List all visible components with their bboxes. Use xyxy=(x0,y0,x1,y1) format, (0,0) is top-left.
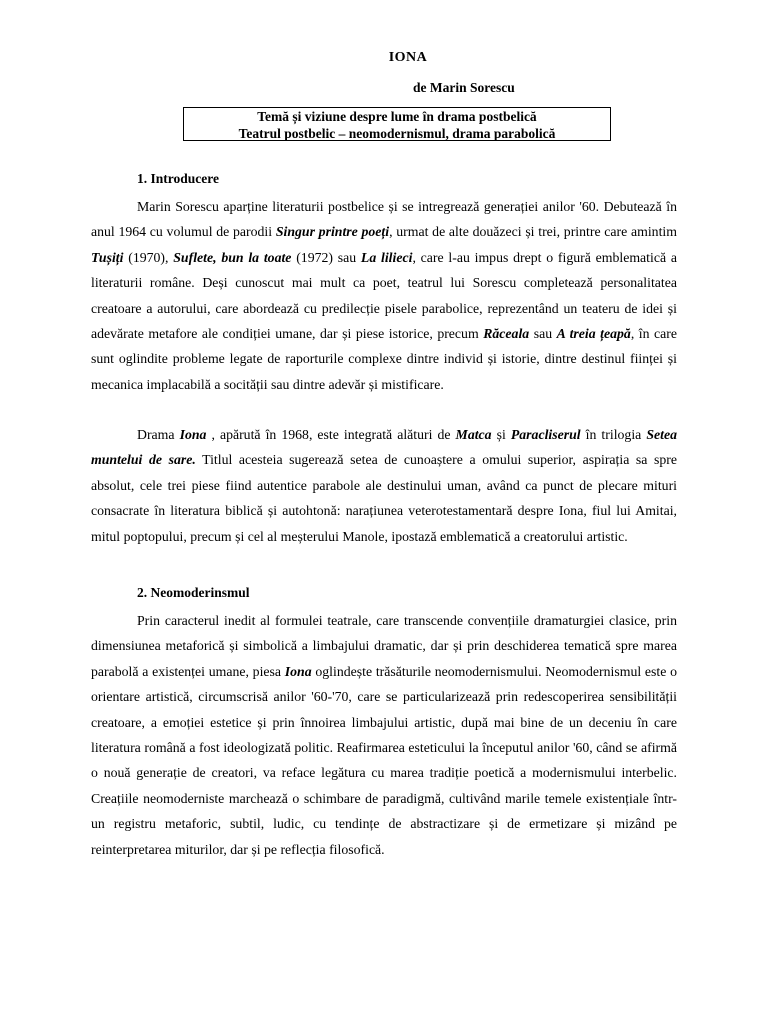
paragraph xyxy=(91,186,677,397)
text-run: Titlul acesteia sugerează setea de cunoaștere a omului superior, aspirația sa spre absolut, cele trei piese fiind autentice parabole ale destinului uman, având ca punct de plecare mituri consacrate în literatura biblică și autohtonă: narațiunea veterotestamentară despre Iona, fiul lui Amitai, mitul poptopului, precum și cel al meșterului Manole, ipostază emblematică a creatorului artistic. xyxy=(91,452,677,544)
emphasized-title: Iona xyxy=(284,663,312,679)
text-run: Marin Sorescu aparține literaturii postbelice și se intregrează generației anilor '60. Debutează în anul 1964 cu volumul de parodii xyxy=(91,199,677,240)
text-run: și xyxy=(491,427,511,442)
emphasized-title: Singur printre poeți xyxy=(275,224,390,240)
emphasized-title: Suflete, bun la toate xyxy=(173,249,292,265)
text-run: (1970), xyxy=(123,249,174,265)
emphasized-title: Răceala xyxy=(483,326,530,342)
emphasized-title: Paracliserul xyxy=(510,427,581,442)
text-run: (1972) sau xyxy=(291,249,361,265)
emphasized-title: La lilieci xyxy=(360,249,413,265)
emphasized-title: A treia țeapă xyxy=(556,326,631,342)
paragraph xyxy=(91,414,677,549)
text-run: , urmat de alte douăzeci și trei, printre care amintim xyxy=(389,224,677,240)
text-run: , apărută în 1968, este integrată alături de xyxy=(206,427,456,442)
theme-box-line-2: Teatrul postbelic – neomodernismul, drama parabolică xyxy=(238,126,556,141)
text-run: în trilogia xyxy=(580,427,647,442)
section-heading-introducere: 1. Introducere xyxy=(137,171,219,186)
theme-box-line-1: Temă și viziune despre lume în drama postbelică xyxy=(257,109,537,124)
author-line: de Marin Sorescu xyxy=(413,80,515,95)
text-run: oglindește trăsăturile neomodernismului. Neomodernismul este o orientare artistică, circumscrisă anilor '60-'70, care se particularizează prin redescoperirea sensibilității creatoare, a emoției estetice și prin înnoirea limbajului artistic, după mai bine de un deceniu în care literatura română a fost ideologizată politic. Reafirmarea esteticului la începutul anilor '60, când se afirmă o nouă generație de creatori, va reface legătura cu marea tradiție poetică a modernismului interbelic. Creațiile neomoderniste marchează o schimbare de paradigmă, cultivând marile temele existențiale într-un registru metaforic, subtil, ludic, cu tendințe de abstractizare și de ermetizare și mizând pe reinterpretarea miturilor, dar și pe reflecția filosofică. xyxy=(91,663,678,857)
emphasized-title: Tușiți xyxy=(91,249,124,265)
section-heading-neomodernism: 2. Neomoderinsmul xyxy=(137,585,250,600)
document-title: IONA xyxy=(388,50,428,65)
emphasized-title: Matca xyxy=(455,427,492,442)
text-run: sau xyxy=(529,326,557,342)
theme-box xyxy=(183,107,611,141)
text-run: , care l-au impus drept o figură emblematică a literaturii române. Deși cunoscut mai mult ca poet, teatrul lui Sorescu completează personalitatea creatoare a autorului, care abordează cu predilecție pisele parabolice, reprezentând un teateru de idei și adevărate metafore ale condiției umane, dar și piese istorice, precum xyxy=(91,249,677,342)
emphasized-title: Setea muntelui de sare. xyxy=(91,427,677,468)
paragraph xyxy=(91,600,677,862)
emphasized-title: Iona xyxy=(179,427,207,442)
text-run: Prin caracterul inedit al formulei teatrale, care transcende convențiile dramaturgiei clasice, prin dimensiunea metaforică și simbolică a limbajului dramatic, dar și prin deschiderea tematică spre marea parabolă a existenței umane, piesa xyxy=(91,613,677,679)
text-run: Drama xyxy=(137,427,180,442)
text-run: , în care sunt oglindite probleme legate de raporturile complexe dintre individ și istorie, dintre destinul ființei și mecanica implacabilă a socității sau dintre adevăr și mistificare. xyxy=(91,326,677,392)
